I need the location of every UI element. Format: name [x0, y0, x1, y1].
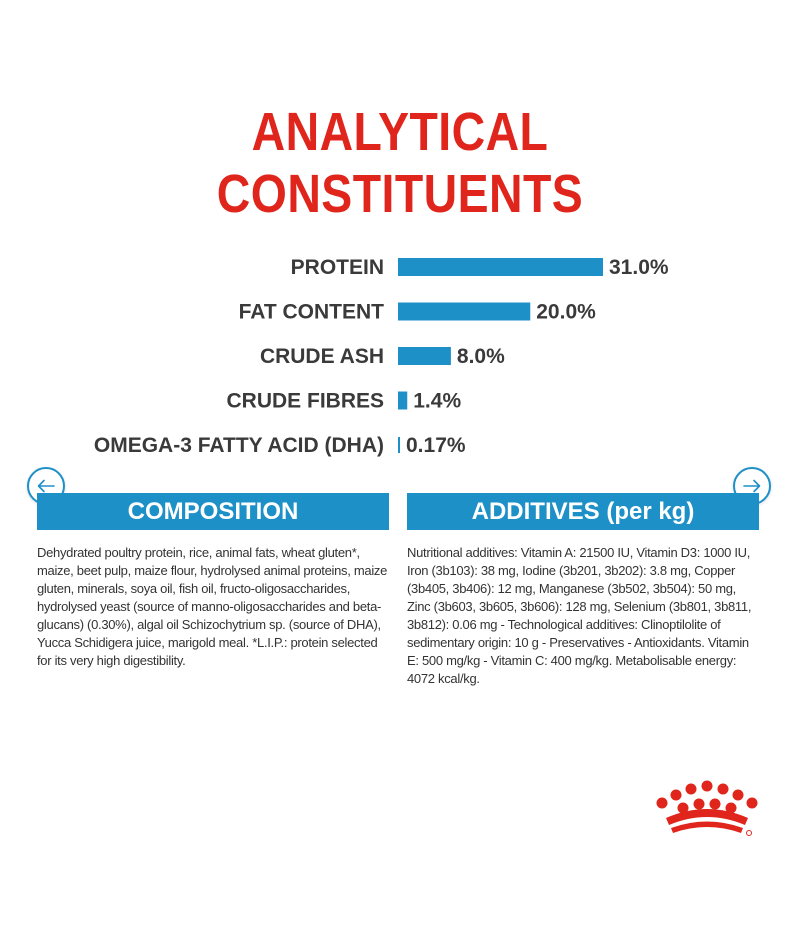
bar — [398, 303, 530, 321]
composition-header: COMPOSITION — [37, 493, 389, 530]
arrow-right-icon — [743, 479, 761, 493]
value-label: 31.0% — [609, 256, 669, 279]
composition-text: Dehydrated poultry protein, rice, animal fats, wheat gluten*, maize, beet pulp, maize flour, hydrolysed animal proteins, maize gluten, minerals, soya oil, fish oil, fructo-oligosaccharides, hydrolysed yeast (source of manno-oligosaccharides and beta-glucans) (0.30%), algal oil Schizochytrium sp. (source of DHA), Yucca Schidigera juice, marigold meal. *L.I.P.: protein selected for its very high digestibility. — [37, 545, 388, 668]
additives-header: ADDITIVES (per kg) — [407, 493, 759, 530]
category-label: FAT CONTENT — [238, 300, 384, 324]
category-label: OMEGA-3 FATTY ACID (DHA) — [93, 434, 384, 457]
category-label: PROTEIN — [290, 256, 384, 279]
composition-section — [37, 493, 389, 670]
bar — [398, 347, 451, 365]
bar — [398, 437, 400, 453]
value-label: 8.0% — [456, 345, 505, 368]
additives-section — [407, 493, 759, 688]
analytical-constituents-chart — [0, 245, 800, 470]
bar — [398, 258, 603, 276]
bar — [398, 392, 407, 410]
additives-text: Nutritional additives: Vitamin A: 21500 IU, Vitamin D3: 1000 IU, Iron (3b103): 38 mg, Iodine (3b201, 3b202): 3.8 mg, Copper (3b405, 3b406): 12 mg, Manganese (3b502, 3b504): 50 mg, Zinc (3b603, 3b605, 3b606): 128 mg, Selenium (3b801, 3b811, 3b812): 0.06 mg - Technological additives: Clinoptilolite of sedimentary origin: 10 g - Preservatives - Antioxidants. Vitamin E: 500 mg/kg - Vitamin C: 400 mg/kg. Metabolisable energy: 4072 kcal/kg. — [407, 545, 752, 686]
value-label: 20.0% — [536, 300, 596, 324]
value-label: 0.17% — [406, 434, 466, 457]
arrow-left-icon — [37, 479, 55, 493]
title-line-2: CONSTITUENTS — [216, 164, 584, 224]
category-label: CRUDE ASH — [259, 345, 384, 368]
value-label: 1.4% — [413, 389, 462, 413]
royal-canin-crown-logo — [652, 778, 762, 840]
title-line-1: ANALYTICAL — [251, 102, 549, 162]
category-label: CRUDE FIBRES — [226, 389, 384, 413]
